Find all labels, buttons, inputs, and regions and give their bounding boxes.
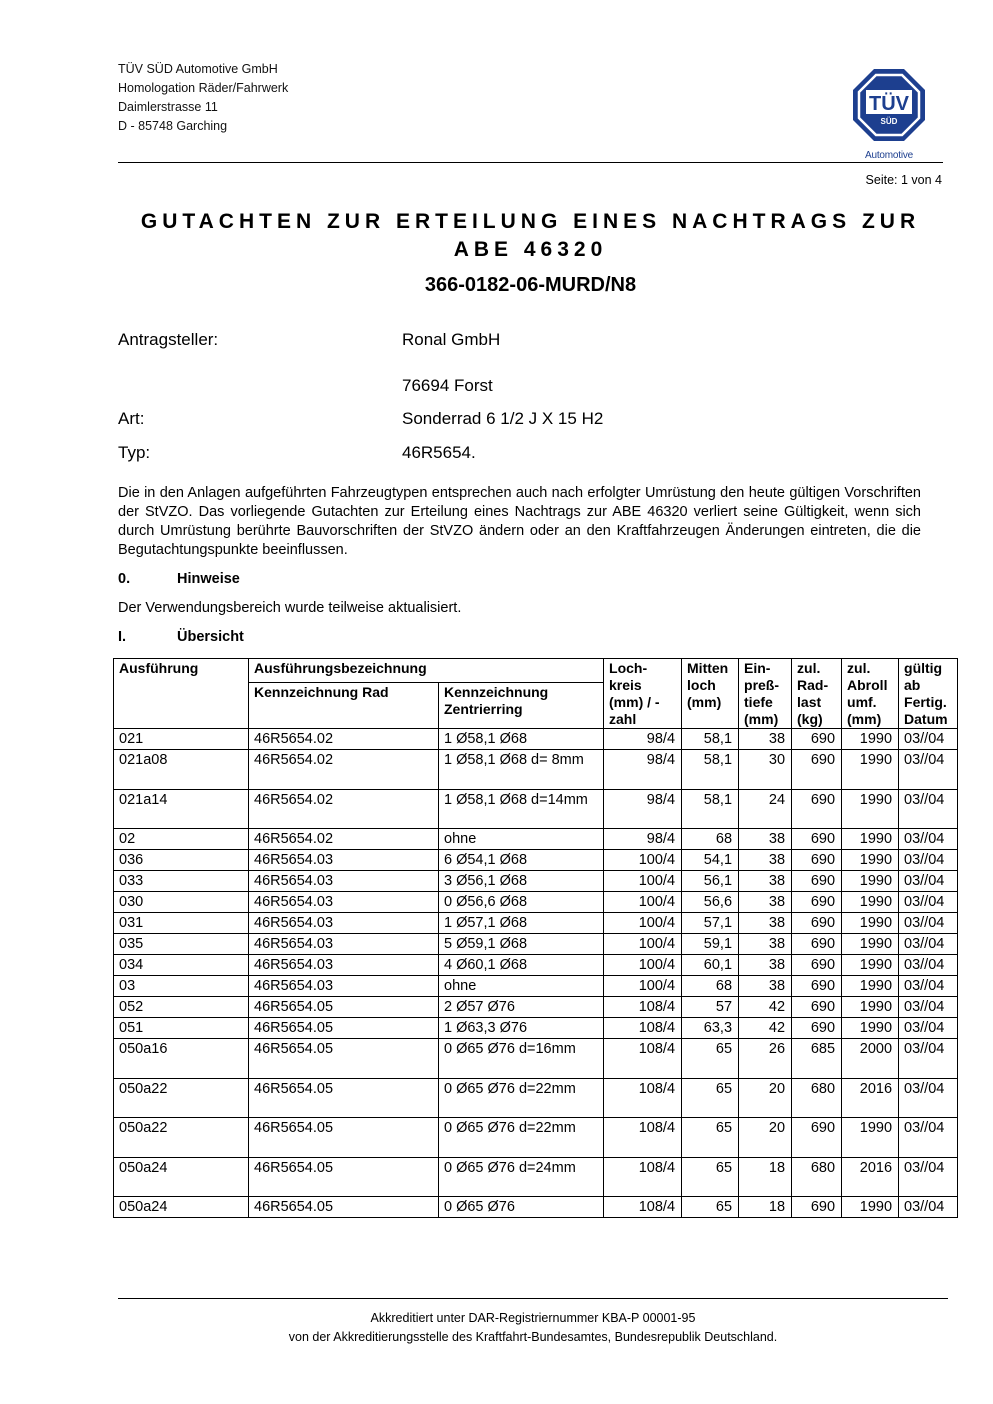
cell-ausfuehrung: 050a16 — [114, 1039, 249, 1079]
cell-lochkreis: 100/4 — [604, 976, 682, 997]
cell-kennz-zentrierring: 0 Ø65 Ø76 d=22mm — [439, 1078, 604, 1118]
cell-kennz-zentrierring: 2 Ø57 Ø76 — [439, 997, 604, 1018]
table-row — [114, 850, 958, 871]
cell-radlast: 680 — [792, 1078, 842, 1118]
cell-gueltig: 03//04 — [899, 976, 958, 997]
cell-einpresstiefe: 30 — [739, 750, 792, 790]
table-row — [114, 1157, 958, 1197]
cell-kennz-rad: 46R5654.03 — [249, 913, 439, 934]
cell-mittenloch: 68 — [682, 976, 739, 997]
cell-gueltig: 03//04 — [899, 829, 958, 850]
cell-abrollumfang: 1990 — [842, 1018, 899, 1039]
cell-lochkreis: 100/4 — [604, 850, 682, 871]
header-abrollumfang: zul. Abroll umf. (mm) — [842, 659, 899, 729]
applicant-label: Antragsteller: — [118, 330, 219, 349]
type-value: 46R5654. — [402, 443, 476, 462]
cell-radlast: 690 — [792, 750, 842, 790]
cell-gueltig: 03//04 — [899, 871, 958, 892]
cell-einpresstiefe: 18 — [739, 1157, 792, 1197]
table-row — [114, 1039, 958, 1079]
cell-ausfuehrung: 036 — [114, 850, 249, 871]
table-row — [114, 1118, 958, 1158]
cell-ausfuehrung: 052 — [114, 997, 249, 1018]
cell-abrollumfang: 2000 — [842, 1039, 899, 1079]
cell-gueltig: 03//04 — [899, 997, 958, 1018]
cell-ausfuehrung: 050a24 — [114, 1157, 249, 1197]
cell-einpresstiefe: 38 — [739, 850, 792, 871]
section-1-number: I. — [118, 629, 127, 645]
cell-radlast: 690 — [792, 892, 842, 913]
cell-lochkreis: 98/4 — [604, 789, 682, 829]
cell-gueltig: 03//04 — [899, 750, 958, 790]
header-bezeichnung: Ausführungsbezeichnung — [249, 659, 604, 683]
cell-ausfuehrung: 03 — [114, 976, 249, 997]
cell-mittenloch: 60,1 — [682, 955, 739, 976]
cell-lochkreis: 100/4 — [604, 871, 682, 892]
cell-kennz-rad: 46R5654.05 — [249, 1157, 439, 1197]
logo-caption: Automotive — [864, 150, 914, 161]
cell-einpresstiefe: 26 — [739, 1039, 792, 1079]
cell-ausfuehrung: 051 — [114, 1018, 249, 1039]
cell-einpresstiefe: 38 — [739, 892, 792, 913]
cell-lochkreis: 100/4 — [604, 892, 682, 913]
tuev-octagon-icon — [852, 68, 926, 142]
cell-radlast: 680 — [792, 1157, 842, 1197]
cell-kennz-zentrierring: 1 Ø63,3 Ø76 — [439, 1018, 604, 1039]
cell-ausfuehrung: 021a14 — [114, 789, 249, 829]
cell-radlast: 685 — [792, 1039, 842, 1079]
cell-lochkreis: 100/4 — [604, 913, 682, 934]
header-divider — [118, 162, 943, 163]
page-number: Seite: 1 von 4 — [865, 173, 942, 187]
table-row — [114, 1078, 958, 1118]
cell-abrollumfang: 1990 — [842, 829, 899, 850]
cell-kennz-zentrierring: 0 Ø65 Ø76 d=22mm — [439, 1118, 604, 1158]
cell-abrollumfang: 1990 — [842, 750, 899, 790]
tuev-sued-logo — [848, 66, 930, 164]
intro-paragraph: Die in den Anlagen aufgeführten Fahrzeugtypen entsprechen auch nach erfolgter Umrüstung den heute gültigen Vorschriften der StVZO. Das vorliegende Gutachten zur Erteilung eines Nachtrags zur ABE 46320 verliert seine Gültigkeit, wenn sich durch Umrüstung berührte Bauvorschriften der StVZO ändern oder an den Kraftfahrzeugen Änderungen eintreten, die die Begutachtungspunkte beeinflussen. — [118, 485, 921, 558]
cell-kennz-rad: 46R5654.05 — [249, 1197, 439, 1218]
footer-divider — [118, 1298, 948, 1299]
cell-einpresstiefe: 20 — [739, 1078, 792, 1118]
cell-radlast: 690 — [792, 829, 842, 850]
cell-kennz-zentrierring: 5 Ø59,1 Ø68 — [439, 934, 604, 955]
cell-kennz-rad: 46R5654.02 — [249, 750, 439, 790]
cell-kennz-zentrierring: 1 Ø58,1 Ø68 d= 8mm — [439, 750, 604, 790]
cell-lochkreis: 100/4 — [604, 934, 682, 955]
cell-ausfuehrung: 050a24 — [114, 1197, 249, 1218]
table-row — [114, 892, 958, 913]
cell-kennz-zentrierring: ohne — [439, 976, 604, 997]
cell-kennz-zentrierring: 0 Ø65 Ø76 — [439, 1197, 604, 1218]
art-value: Sonderrad 6 1/2 J X 15 H2 — [402, 409, 604, 428]
cell-lochkreis: 108/4 — [604, 1157, 682, 1197]
cell-einpresstiefe: 42 — [739, 1018, 792, 1039]
cell-mittenloch: 65 — [682, 1039, 739, 1079]
table-row — [114, 750, 958, 790]
cell-mittenloch: 58,1 — [682, 789, 739, 829]
cell-mittenloch: 68 — [682, 829, 739, 850]
table-row — [114, 871, 958, 892]
cell-gueltig: 03//04 — [899, 850, 958, 871]
cell-mittenloch: 58,1 — [682, 750, 739, 790]
table-row — [114, 997, 958, 1018]
cell-radlast: 690 — [792, 1118, 842, 1158]
cell-ausfuehrung: 031 — [114, 913, 249, 934]
cell-mittenloch: 57 — [682, 997, 739, 1018]
cell-radlast: 690 — [792, 913, 842, 934]
cell-gueltig: 03//04 — [899, 1197, 958, 1218]
cell-einpresstiefe: 42 — [739, 997, 792, 1018]
cell-lochkreis: 98/4 — [604, 729, 682, 750]
section-0-number: 0. — [118, 571, 131, 587]
section-1-title: Übersicht — [177, 629, 244, 645]
cell-mittenloch: 59,1 — [682, 934, 739, 955]
cell-einpresstiefe: 38 — [739, 976, 792, 997]
cell-kennz-zentrierring: ohne — [439, 829, 604, 850]
cell-radlast: 690 — [792, 976, 842, 997]
cell-abrollumfang: 1990 — [842, 1118, 899, 1158]
table-row — [114, 789, 958, 829]
cell-kennz-rad: 46R5654.02 — [249, 789, 439, 829]
footer-line-2: von der Akkreditierungsstelle des Kraftfahrt-Bundesamtes, Bundesrepublik Deutschland. — [288, 1330, 778, 1344]
cell-kennz-rad: 46R5654.03 — [249, 955, 439, 976]
cell-abrollumfang: 2016 — [842, 1078, 899, 1118]
cell-einpresstiefe: 38 — [739, 871, 792, 892]
cell-einpresstiefe: 18 — [739, 1197, 792, 1218]
cell-abrollumfang: 1990 — [842, 955, 899, 976]
cell-mittenloch: 63,3 — [682, 1018, 739, 1039]
cell-radlast: 690 — [792, 789, 842, 829]
cell-abrollumfang: 1990 — [842, 913, 899, 934]
cell-einpresstiefe: 20 — [739, 1118, 792, 1158]
header-einpresstiefe: Ein-preß-tiefe (mm) — [739, 659, 792, 729]
cell-einpresstiefe: 38 — [739, 729, 792, 750]
cell-gueltig: 03//04 — [899, 955, 958, 976]
cell-ausfuehrung: 050a22 — [114, 1078, 249, 1118]
cell-kennz-zentrierring: 6 Ø54,1 Ø68 — [439, 850, 604, 871]
table-row — [114, 729, 958, 750]
cell-gueltig: 03//04 — [899, 1039, 958, 1079]
sender-street: Daimlerstrasse 11 — [118, 100, 218, 114]
document-number: 366-0182-06-MURD/N8 — [424, 274, 637, 296]
cell-kennz-rad: 46R5654.05 — [249, 997, 439, 1018]
cell-ausfuehrung: 021a08 — [114, 750, 249, 790]
cell-ausfuehrung: 02 — [114, 829, 249, 850]
document-title — [118, 208, 943, 264]
cell-lochkreis: 100/4 — [604, 955, 682, 976]
cell-gueltig: 03//04 — [899, 1118, 958, 1158]
cell-lochkreis: 108/4 — [604, 1197, 682, 1218]
cell-kennz-rad: 46R5654.05 — [249, 1039, 439, 1079]
cell-abrollumfang: 1990 — [842, 729, 899, 750]
cell-lochkreis: 98/4 — [604, 750, 682, 790]
logo-mark-sub: SÜD — [880, 117, 898, 126]
cell-gueltig: 03//04 — [899, 892, 958, 913]
cell-radlast: 690 — [792, 729, 842, 750]
cell-kennz-zentrierring: 1 Ø57,1 Ø68 — [439, 913, 604, 934]
cell-kennz-rad: 46R5654.05 — [249, 1018, 439, 1039]
cell-kennz-rad: 46R5654.03 — [249, 976, 439, 997]
cell-einpresstiefe: 24 — [739, 789, 792, 829]
cell-ausfuehrung: 035 — [114, 934, 249, 955]
title-line-1: GUTACHTEN ZUR ERTEILUNG EINES NACHTRAGS ZUR — [140, 210, 921, 233]
cell-abrollumfang: 1990 — [842, 789, 899, 829]
cell-mittenloch: 58,1 — [682, 729, 739, 750]
table-row — [114, 1018, 958, 1039]
cell-gueltig: 03//04 — [899, 729, 958, 750]
table-row — [114, 976, 958, 997]
cell-kennz-rad: 46R5654.05 — [249, 1078, 439, 1118]
cell-radlast: 690 — [792, 934, 842, 955]
cell-gueltig: 03//04 — [899, 1078, 958, 1118]
cell-radlast: 690 — [792, 997, 842, 1018]
cell-kennz-zentrierring: 0 Ø65 Ø76 d=24mm — [439, 1157, 604, 1197]
cell-mittenloch: 56,6 — [682, 892, 739, 913]
section-0-title: Hinweise — [177, 571, 240, 587]
cell-kennz-rad: 46R5654.05 — [249, 1118, 439, 1158]
overview-table-body — [114, 729, 958, 1218]
cell-einpresstiefe: 38 — [739, 913, 792, 934]
header-gueltig: gültig ab Fertig. Datum — [899, 659, 958, 729]
cell-abrollumfang: 1990 — [842, 850, 899, 871]
table-row — [114, 955, 958, 976]
section-0-text: Der Verwendungsbereich wurde teilweise aktualisiert. — [118, 600, 462, 616]
table-row — [114, 934, 958, 955]
cell-mittenloch: 65 — [682, 1197, 739, 1218]
title-line-2: ABE 46320 — [453, 238, 608, 261]
cell-gueltig: 03//04 — [899, 1157, 958, 1197]
cell-kennz-rad: 46R5654.03 — [249, 892, 439, 913]
cell-mittenloch: 65 — [682, 1118, 739, 1158]
cell-mittenloch: 65 — [682, 1078, 739, 1118]
cell-gueltig: 03//04 — [899, 934, 958, 955]
header-kennz-rad: Kennzeichnung Rad — [249, 683, 439, 729]
cell-lochkreis: 108/4 — [604, 1018, 682, 1039]
cell-radlast: 690 — [792, 955, 842, 976]
footer-line-1: Akkreditiert unter DAR-Registriernummer KBA-P 00001-95 — [370, 1311, 696, 1325]
cell-kennz-zentrierring: 0 Ø56,6 Ø68 — [439, 892, 604, 913]
footer — [118, 1309, 948, 1347]
cell-radlast: 690 — [792, 850, 842, 871]
cell-mittenloch: 56,1 — [682, 871, 739, 892]
header-radlast: zul. Rad-last (kg) — [792, 659, 842, 729]
cell-abrollumfang: 1990 — [842, 976, 899, 997]
cell-gueltig: 03//04 — [899, 1018, 958, 1039]
cell-kennz-rad: 46R5654.03 — [249, 871, 439, 892]
cell-mittenloch: 54,1 — [682, 850, 739, 871]
logo-mark-text: TÜV — [869, 93, 909, 115]
cell-kennz-rad: 46R5654.02 — [249, 829, 439, 850]
cell-einpresstiefe: 38 — [739, 934, 792, 955]
cell-abrollumfang: 1990 — [842, 1197, 899, 1218]
cell-kennz-rad: 46R5654.03 — [249, 850, 439, 871]
sender-address — [118, 60, 288, 136]
table-row — [114, 1197, 958, 1218]
cell-radlast: 690 — [792, 871, 842, 892]
cell-ausfuehrung: 030 — [114, 892, 249, 913]
cell-mittenloch: 65 — [682, 1157, 739, 1197]
cell-einpresstiefe: 38 — [739, 829, 792, 850]
header-kennz-zentrierring: Kennzeichnung Zentrierring — [439, 683, 604, 729]
cell-abrollumfang: 1990 — [842, 871, 899, 892]
cell-kennz-zentrierring: 4 Ø60,1 Ø68 — [439, 955, 604, 976]
header-lochkreis: Loch-kreis (mm) / -zahl — [604, 659, 682, 729]
cell-kennz-zentrierring: 0 Ø65 Ø76 d=16mm — [439, 1039, 604, 1079]
cell-kennz-zentrierring: 3 Ø56,1 Ø68 — [439, 871, 604, 892]
cell-lochkreis: 98/4 — [604, 829, 682, 850]
sender-city: D - 85748 Garching — [118, 119, 228, 133]
type-label: Typ: — [118, 443, 151, 462]
overview-table — [113, 658, 958, 1218]
header-ausfuehrung: Ausführung — [114, 659, 249, 729]
cell-lochkreis: 108/4 — [604, 1078, 682, 1118]
cell-abrollumfang: 1990 — [842, 997, 899, 1018]
cell-ausfuehrung: 021 — [114, 729, 249, 750]
cell-mittenloch: 57,1 — [682, 913, 739, 934]
cell-abrollumfang: 2016 — [842, 1157, 899, 1197]
cell-lochkreis: 108/4 — [604, 997, 682, 1018]
cell-kennz-zentrierring: 1 Ø58,1 Ø68 — [439, 729, 604, 750]
table-row — [114, 829, 958, 850]
table-row — [114, 913, 958, 934]
cell-kennz-rad: 46R5654.02 — [249, 729, 439, 750]
cell-abrollumfang: 1990 — [842, 934, 899, 955]
cell-ausfuehrung: 033 — [114, 871, 249, 892]
cell-radlast: 690 — [792, 1018, 842, 1039]
cell-abrollumfang: 1990 — [842, 892, 899, 913]
cell-kennz-rad: 46R5654.03 — [249, 934, 439, 955]
applicant-city: 76694 Forst — [402, 376, 493, 395]
art-label: Art: — [118, 409, 145, 428]
sender-department: Homologation Räder/Fahrwerk — [118, 81, 289, 95]
cell-radlast: 690 — [792, 1197, 842, 1218]
cell-lochkreis: 108/4 — [604, 1039, 682, 1079]
sender-company: TÜV SÜD Automotive GmbH — [118, 62, 278, 76]
cell-einpresstiefe: 38 — [739, 955, 792, 976]
applicant-value: Ronal GmbH — [402, 330, 501, 349]
cell-gueltig: 03//04 — [899, 789, 958, 829]
cell-ausfuehrung: 034 — [114, 955, 249, 976]
cell-gueltig: 03//04 — [899, 913, 958, 934]
cell-kennz-zentrierring: 1 Ø58,1 Ø68 d=14mm — [439, 789, 604, 829]
header-mittenloch: Mitten loch (mm) — [682, 659, 739, 729]
cell-ausfuehrung: 050a22 — [114, 1118, 249, 1158]
cell-lochkreis: 108/4 — [604, 1118, 682, 1158]
